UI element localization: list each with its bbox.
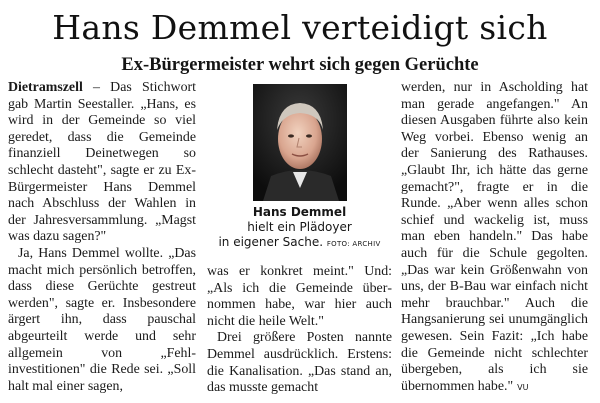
paragraph-2: Ja, Hans Demmel wollte. „Das macht mich persönlich betroffen, dass diese Gerüchte gestreut werden", sagte er. Insbesondere ärgert ihn, dass pauschal abgeurteilt werde und sehr allgemein von „Fehlinvestitionen" die Rede sei. „Soll halt mal einer sagen, <box>8 245 196 394</box>
paragraph-3: was er konkret meint." Und: „Als ich die Gemeinde übernommen habe, war hier auch nicht die heile Welt." <box>207 264 392 329</box>
article-column-1 <box>8 80 196 395</box>
portrait-photo <box>253 84 347 201</box>
photo-credit: FOTO: ARCHIV <box>326 240 381 248</box>
portrait-image <box>253 84 347 201</box>
headline: Hans Demmel verteidigt sich <box>52 8 548 47</box>
caption-line-2: in eigener Sache. <box>218 235 324 249</box>
paragraph-4: Drei größere Posten nannte Demmel ausdrücklich. Erstens: die Kanalisation. „Das stand an, das musste gemacht <box>207 330 392 396</box>
article-column-2 <box>207 264 392 397</box>
caption-line-1: hielt ein Plädoyer <box>247 220 352 234</box>
paragraph-5 <box>401 80 588 396</box>
article-column-3 <box>401 80 588 396</box>
photo-caption <box>207 205 392 252</box>
caption-name: Hans Demmel <box>252 205 347 219</box>
subheadline: Ex-Bürgermeister wehrt sich gegen Gerüchte <box>121 55 479 75</box>
intro-paragraph <box>8 80 196 246</box>
paragraph-5-text: werden, nur in Ascholding hat man gerade angefangen." An diesen Ausgaben führte also kein Weg vorbei. Ebenso wenig an der Sanierung des Rathauses. „Glaubt Ihr, ich hätte das gerne gemacht?", fragte er in die Runde. „Aber wenn alles schon schief und wackelig ist, muss man eben handeln." Das habe auch für die Schule gegolten. „Das war kein Größenwahn von uns, der B-Bau war einfach nicht mehr brauchbar." Auch die Hangsanierung sei unumgänglich gewesen. Sein Fazit: „Ich habe die Gemeinde nicht schlechter übergeben, als ich sie übernommen habe." <box>401 80 588 394</box>
author-initials: VU <box>517 382 529 392</box>
dateline: Dietramszell <box>8 80 83 95</box>
intro-text: – Das Stichwort gab Martin Seestaller. „Hans, es wird in der Gemeinde so viel geredet, dass die Gemeinde finanziell Deinetwegen so schlecht dasteht", sagte er zu Ex-Bürgermeister Hans Demmel nach Abschluss der Wahlen in der Jahresversammlung. „Magst was dazu sagen?" <box>8 80 196 245</box>
